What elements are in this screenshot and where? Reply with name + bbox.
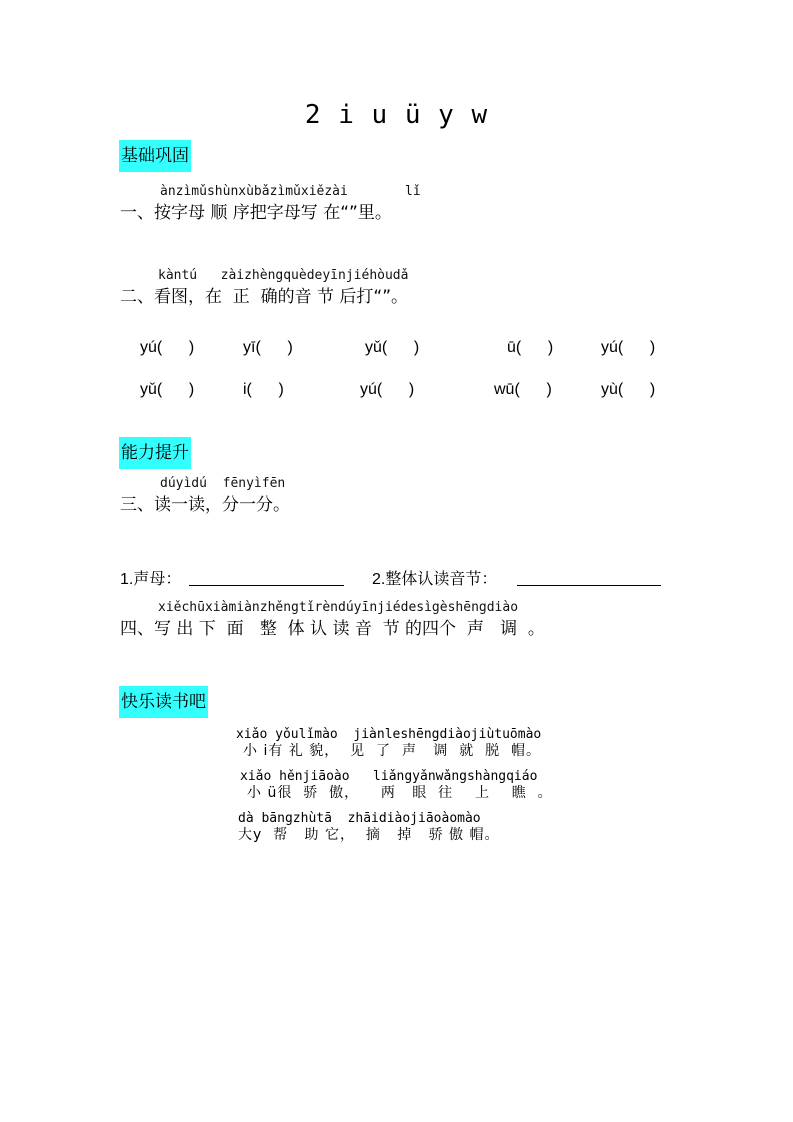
q3-pinyin: dúyìdú fēnyìfēn [160, 476, 286, 491]
page-title: 2 i u ü y w [304, 100, 489, 130]
q4-pinyin: xiěchūxiàmiànzhěngtǐrèndúyīnjiédesìgèshēngdiào [158, 600, 519, 615]
poem-line-1-pinyin: xiǎo yǒulǐmào jiànleshēngdiàojiùtuōmào [236, 727, 542, 742]
option-yu2-c: yú( ) [360, 381, 415, 398]
option-yu2-b: yú( ) [601, 339, 656, 356]
option-yu2: yú( ) [140, 339, 195, 356]
q1-pinyin-li: lǐ [405, 184, 421, 199]
q1-pinyin: ànzìmǔshùnxùbǎzìmǔxiězài [160, 184, 348, 199]
question-2: 二、看图，在 正 确的音 节 后打“”。 [120, 287, 409, 307]
option-u1: ū( ) [507, 339, 554, 356]
poem-line-1: 小 i有 礼 貌， 见 了 声 调 就 脱 帽。 [243, 743, 541, 759]
option-yi1: yī( ) [243, 339, 293, 356]
poem-line-3: 大y 帮 助 它， 摘 掉 骄 傲 帽。 [238, 827, 500, 843]
option-yu3: yǔ( ) [365, 339, 420, 356]
section-heading-ability: 能力提升 [119, 437, 191, 469]
section-heading-basic: 基础巩固 [119, 140, 191, 172]
option-yu3-b: yǔ( ) [140, 381, 195, 398]
question-3: 三、读一读，分一分。 [120, 495, 290, 515]
poem-line-2-pinyin: xiǎo hěnjiāoào liǎngyǎnwǎngshàngqiáo [240, 769, 538, 784]
question-4: 四、写 出 下 面 整 体 认 读 音 节 的四个 声 调 。 [120, 619, 545, 639]
label-initials: 1.声母： [120, 571, 182, 588]
answer-line-whole-syllables[interactable] [517, 585, 661, 586]
q2-pinyin: kàntú zàizhèngquèdeyīnjiéhòudǎ [158, 268, 409, 283]
poem-line-2: 小 ü很 骄 傲， 两 眼 往 上 瞧 。 [247, 785, 553, 801]
option-wu1: wū( ) [494, 381, 552, 398]
section-heading-reading: 快乐读书吧 [119, 686, 208, 718]
poem-line-3-pinyin: dà bāngzhùtā zhāidiàojiāoàomào [238, 811, 481, 826]
question-1: 一、按字母 顺 序把字母写 在“”里。 [120, 203, 392, 223]
answer-line-initials[interactable] [189, 585, 344, 586]
option-yu4: yù( ) [601, 381, 656, 398]
option-i: i( ) [243, 381, 284, 398]
label-whole-syllables: 2.整体认读音节： [372, 571, 498, 588]
